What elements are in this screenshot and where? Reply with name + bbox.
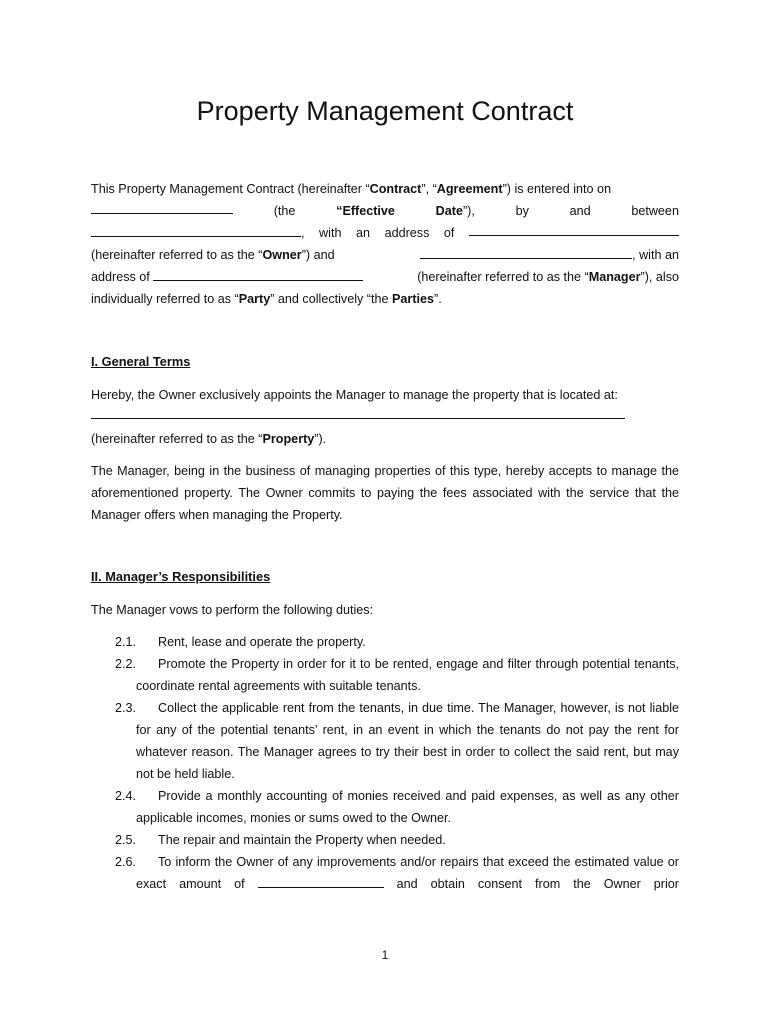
- section1-paragraph-2: [91, 428, 679, 450]
- intro-text: address of: [91, 270, 150, 284]
- page-title: Property Management Contract: [196, 96, 574, 126]
- intro-text: This Property Management Contract (hereinafter “: [91, 182, 370, 196]
- intro-line-4: [91, 244, 679, 266]
- intro-text: address: [384, 226, 430, 240]
- intro-paragraph: [91, 178, 679, 310]
- item-text: Collect the applicable rent from the tenants, in due time. The Manager, however, is not liable for any of the potential tenants’ rent, in an event in which the tenants do not pay the rent for whatever reason. The Manager agrees to try their best in order to collect the said rent, but may not be held liable.: [136, 701, 679, 781]
- list-item: [115, 631, 679, 653]
- manager-term: Manager: [588, 270, 641, 284]
- duties-list: [115, 631, 679, 895]
- item-number: 2.5.: [115, 833, 137, 847]
- section-heading-general-terms: I. General Terms: [91, 354, 191, 369]
- date-blank[interactable]: [91, 200, 233, 214]
- intro-text: of: [443, 226, 455, 240]
- list-item: [115, 653, 679, 697]
- intro-text: with: [319, 226, 342, 240]
- intro-text: ”) is entered into on: [502, 182, 612, 196]
- parties-term: Parties: [392, 292, 435, 306]
- intro-text: (hereinafter referred to as the “: [417, 270, 589, 284]
- intro-text: (hereinafter referred to as the “: [91, 248, 263, 262]
- item-text: Rent, lease and operate the property.: [158, 635, 366, 649]
- item-number: 2.3.: [115, 701, 137, 715]
- section-heading-manager-responsibilities: II. Manager’s Responsibilities: [91, 569, 271, 584]
- page-number: 1: [381, 948, 389, 962]
- section1-paragraph-3: The Manager, being in the business of managing properties of this type, hereby accepts to manage the aforementioned property. The Owner commits to paying the fees associated with the service that the Manager offers when managing the Property.: [91, 464, 679, 522]
- intro-text: ”.: [434, 292, 442, 306]
- amount-blank[interactable]: [258, 874, 384, 888]
- intro-text: ”),: [462, 204, 475, 218]
- intro-line-3: [91, 222, 679, 244]
- intro-line-1: [91, 178, 679, 200]
- effective-term: “Effective: [336, 204, 395, 218]
- intro-text: ”) and: [301, 248, 335, 262]
- intro-text: ” and collectively “the: [270, 292, 393, 306]
- item-text: and obtain consent from the Owner prior: [396, 877, 679, 891]
- intro-text: by: [515, 204, 529, 218]
- item-number: 2.4.: [115, 789, 137, 803]
- intro-line-2: [91, 200, 679, 222]
- list-item: [115, 785, 679, 829]
- item-number: 2.6.: [115, 855, 137, 869]
- intro-text: and: [569, 204, 591, 218]
- intro-text: ”), also: [640, 270, 679, 284]
- intro-text: ,: [301, 226, 305, 240]
- owner-address-blank[interactable]: [469, 222, 679, 236]
- item-text: Promote the Property in order for it to be rented, engage and filter through potential tenants, coordinate rental agreements with suitable tenants.: [136, 657, 679, 693]
- intro-text: ”, “: [421, 182, 437, 196]
- section1-paragraph-1: Hereby, the Owner exclusively appoints the Manager to manage the property that is located at:: [91, 388, 618, 402]
- intro-line-6: [91, 288, 679, 310]
- intro-text: an: [356, 226, 371, 240]
- list-item: [115, 851, 679, 895]
- intro-text: between: [631, 204, 679, 218]
- section1-text: ”).: [314, 432, 327, 446]
- list-item: [115, 829, 679, 851]
- party-term: Party: [238, 292, 271, 306]
- property-address-blank[interactable]: [91, 405, 625, 419]
- property-address-line: [91, 404, 679, 426]
- intro-text: (the: [273, 204, 296, 218]
- section2-intro: The Manager vows to perform the following duties:: [91, 603, 374, 617]
- intro-text: individually referred to as “: [91, 292, 239, 306]
- manager-address-blank[interactable]: [153, 267, 363, 281]
- manager-name-blank[interactable]: [420, 245, 632, 259]
- date-term: Date: [435, 204, 463, 218]
- owner-name-blank[interactable]: [91, 223, 301, 237]
- section1-text: (hereinafter referred to as the “: [91, 432, 263, 446]
- item-text: The repair and maintain the Property when needed.: [158, 833, 446, 847]
- item-number: 2.1.: [115, 635, 137, 649]
- item-number: 2.2.: [115, 657, 137, 671]
- contract-term: Contract: [369, 182, 422, 196]
- item-text: Provide a monthly accounting of monies received and paid expenses, as well as any other applicable incomes, monies or sums owed to the Owner.: [136, 789, 679, 825]
- item-text: To inform the Owner of any improvements and/or repairs that exceed the estimated value or exact amount of: [136, 855, 679, 891]
- list-item: [115, 697, 679, 785]
- agreement-term: Agreement: [436, 182, 503, 196]
- intro-text: , with an: [632, 248, 679, 262]
- intro-line-5: [91, 266, 679, 288]
- property-term: Property: [262, 432, 315, 446]
- owner-term: Owner: [262, 248, 302, 262]
